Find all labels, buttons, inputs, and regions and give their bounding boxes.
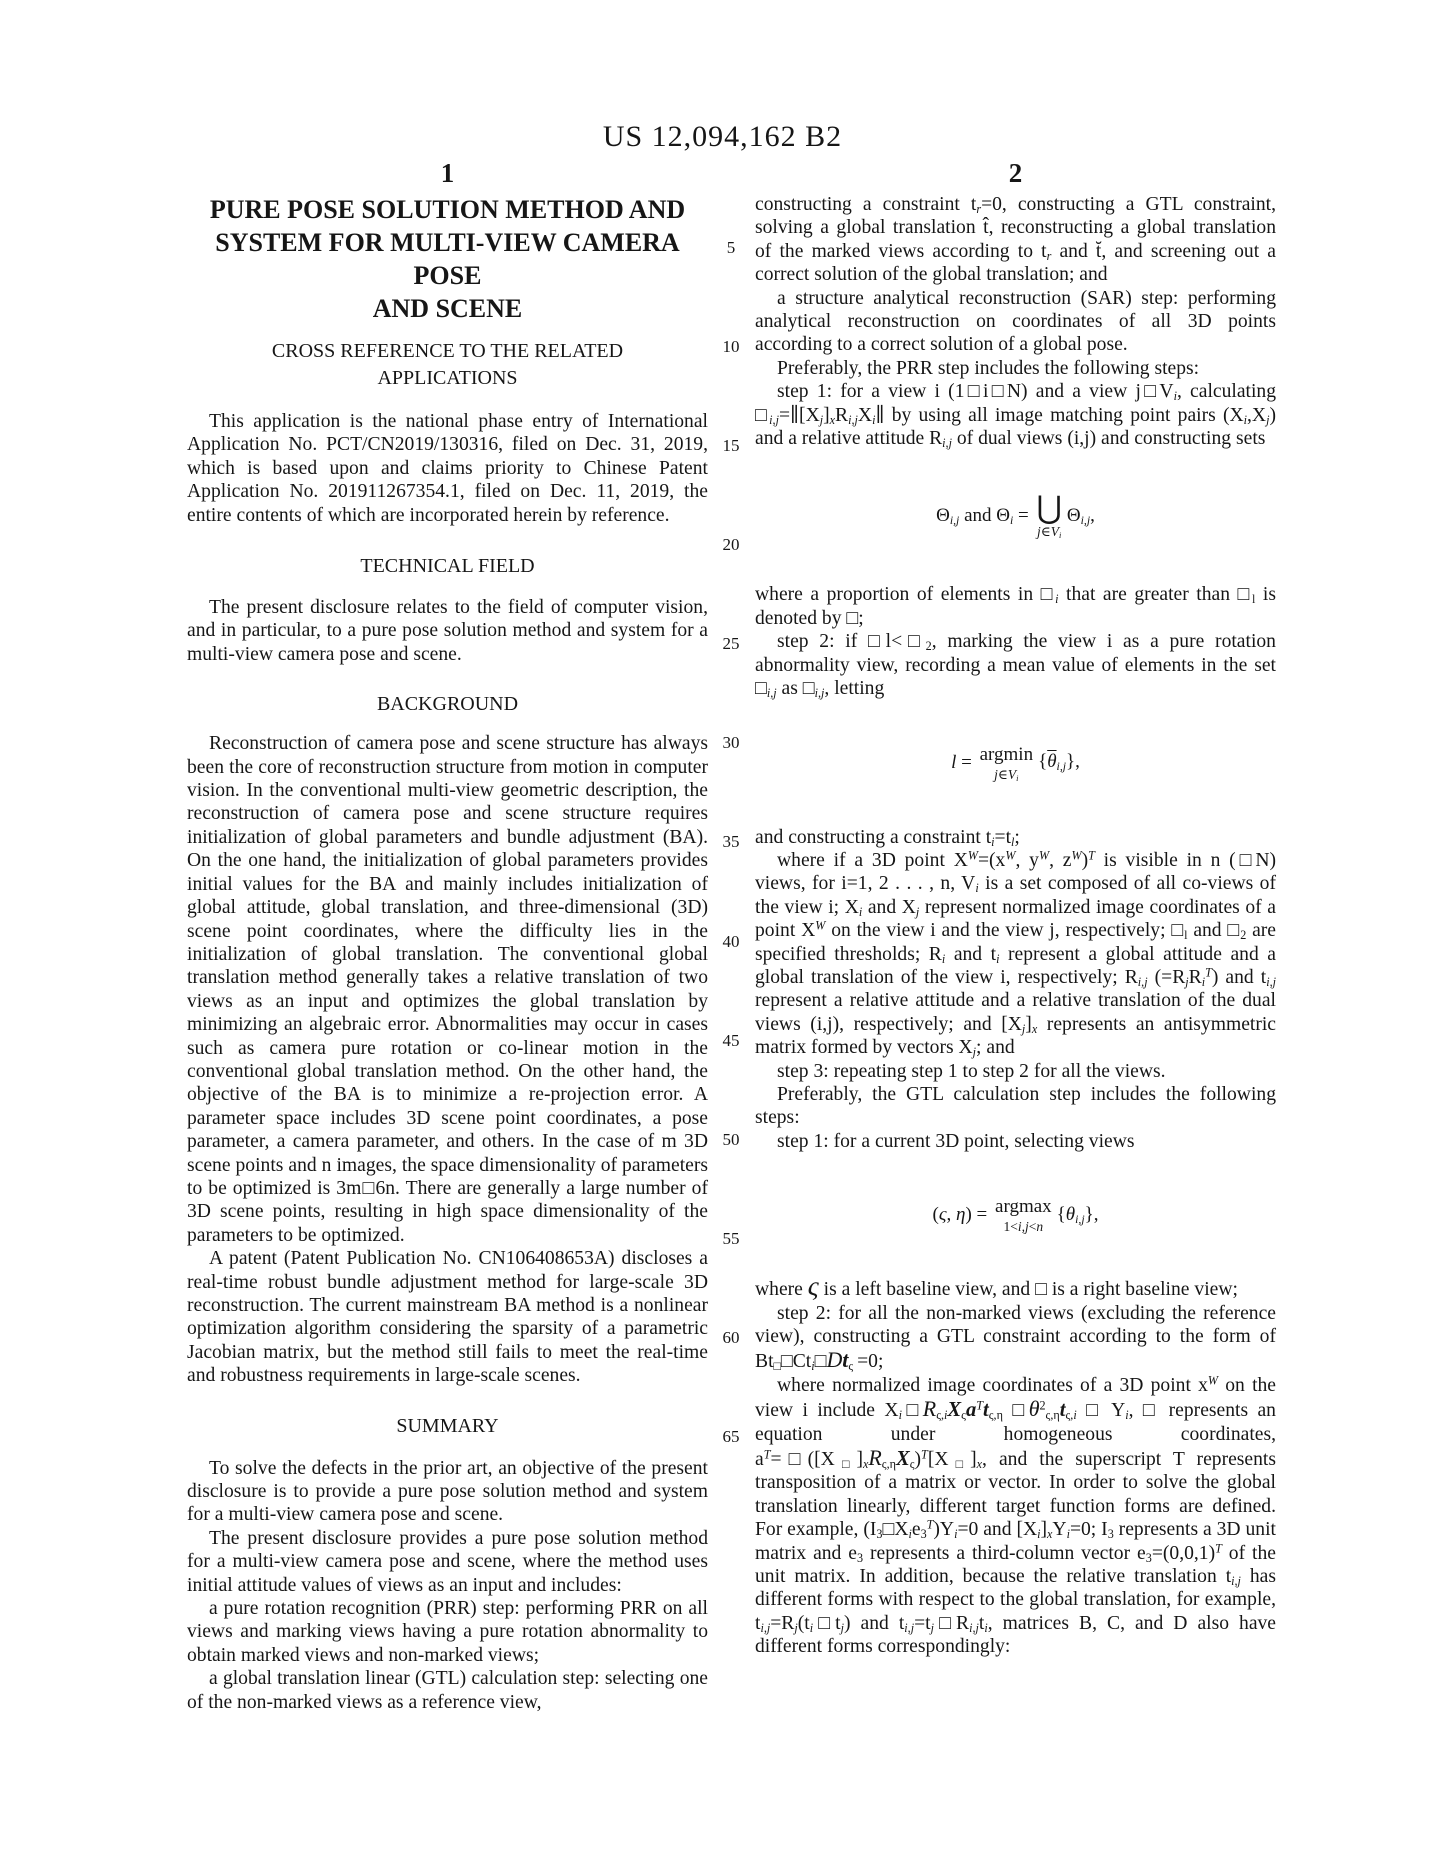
para-definitions: where if a 3D point $X^W=(x^W$, $y^W$, $z^W)^T$ is visible in n (□N) views, for i=1, 2 . . . , n, $V_i$ is a set composed of all co-views of the view i; $X_i$ and $X_j$ represent normalized image coordinates of a point $X^W$ on the view i and the view j, respectively; $□_l$ and $□_2$ are specified thresholds; $R_i$ and $t_i$ represent a global attitude and a global translation of the view i, respectively; $R_{i,j}$ $(=R_jR_i^T)$ and $t_{i,j}$ represent a relative attitude and a relative translation of the dual views (i,j), respectively; and $[X_j]_x$ represents an antisymmetric matrix formed by vectors $X_j$; and — [755, 848, 1277, 1060]
patent-number-header: US 12,094,162 B2 — [602, 120, 843, 153]
para-gtl-preferably: Preferably, the GTL calculation step includes the following steps: — [755, 1083, 1276, 1129]
para-constraint: and constructing a constraint $t_i=t_l$; — [755, 826, 1020, 849]
para-background-2: A patent (Patent Publication No. CN106408653A) discloses a real-time robust bundle adjustment method for large-scale 3D reconstruction. The current mainstream BA method is a nonlinear optimization algorithm considering the sparsity of a parametric Jacobian matrix, but the method still fails to meet the real-time and robustness requirements in large-scale scenes. — [187, 1248, 708, 1387]
line-number: 20 — [722, 535, 740, 555]
line-number: 60 — [722, 1327, 740, 1347]
heading-technical-field: TECHNICAL FIELD — [360, 555, 535, 578]
formula-theta-sets: $\Theta_{i,j}$ and $\Theta_i$ = ⋃ $j\in V_i$ $\Theta_{i,j}$, — [936, 490, 1095, 541]
para-technical-field: The present disclosure relates to the field of computer vision, and in particular, to a pure pose solution method and system for a multi-view camera pose and scene. — [187, 597, 708, 665]
line-number: 45 — [722, 1030, 740, 1050]
para-summary-gtl-step: a global translation linear (GTL) calculation step: selecting one of the non-marked views as a reference view, — [187, 1668, 708, 1713]
column-1-number: 1 — [440, 158, 455, 188]
line-number: 10 — [722, 337, 740, 357]
para-summary-objective: To solve the defects in the prior art, an objective of the present disclosure is to provide a pure pose solution method and system for a multi-view camera pose and scene. — [187, 1457, 708, 1526]
line-number: 30 — [722, 733, 740, 753]
para-prr-step-1: step 1: for a view i (1□i□N) and a view $j□V_i$, calculating $□_{i,j}=\parallel[X_j]_xR_{i,j}X_i\parallel$ by using all image matching point pairs $(X_i,X_j)$ and a relative attitude $R_{i,j}$ of dual views (i,j) and constructing sets — [755, 381, 1277, 451]
para-proportion: where a proportion of elements in $□_i$ that are greater than $□_l$ is denoted by □; — [755, 584, 1277, 629]
para-gtl-continuation: constructing a constraint $t_r=0$, constructing a GTL constraint, solving a global translation t̂, reconstructing a global translation of the marked views according to $t_r$ and t̆, and screening out a correct solution of the global translation; and — [755, 194, 1276, 286]
line-number: 25 — [722, 634, 740, 654]
line-number: 40 — [722, 931, 740, 951]
right-column — [755, 193, 1276, 1659]
para-prr-preferably: Preferably, the PRR step includes the following steps: — [777, 357, 1200, 379]
line-number: 50 — [722, 1129, 740, 1149]
line-number: 15 — [722, 436, 740, 456]
para-prr-step-3: step 3: repeating step 1 to step 2 for all the views. — [777, 1060, 1166, 1082]
gutter-line-numbers — [700, 239, 762, 1445]
line-number: 35 — [722, 832, 740, 852]
para-summary-prr-step: a pure rotation recognition (PRR) step: performing PRR on all views and marking views having a pure rotation abnormality to obtain marked views and non-marked views; — [187, 1598, 708, 1666]
para-background-1: Reconstruction of camera pose and scene structure has always been the core of reconstruction structure from motion in computer vision. In the conventional multi-view geometric description, the reconstruction of camera pose and scene structure requires initialization of global parameters and bundle adjustment (BA). On the one hand, the initialization of global parameters provides initial values for the BA and mainly includes initialization of global attitude, global translation, and three-dimensional (3D) scene point coordinates, where the difficulty lies in the initialization of global translation. The conventional global translation method generally takes a relative translation of two views as an input and optimizes the global translation by minimizing an algebraic error. Abnormalities may occur in cases such as camera pure rotation or co-linear motion in the conventional global translation method. On the other hand, the objective of the BA is to minimize a re-projection error. A parameter space includes 3D scene point coordinates, a pose parameter, a camera parameter, and others. In the case of m 3D scene points and n images, the space dimensionality of parameters to be optimized is 3m□6n. There are generally a large number of 3D scene points, resulting in high space dimensionality of the parameters to be optimized. — [187, 733, 708, 1246]
formula-argmin: l = argmin $j\in V_i$ $\{\overline{\theta}_{i,j}\}$, — [951, 743, 1080, 783]
invention-title: PURE POSE SOLUTION METHOD AND SYSTEM FOR MULTI-VIEW CAMERA POSE AND SCENE — [209, 195, 686, 323]
para-gtl-step-2: step 2: for all the non-marked views (excluding the reference view), constructing a GTL constraint according to the form of $Bt_□□Ct_i□Dt_\varsigma =0$; — [755, 1302, 1276, 1374]
heading-cross-reference: CROSS REFERENCE TO THE RELATED APPLICATIONS — [271, 340, 624, 389]
para-baseline-views: where ς is a left baseline view, and □ is a right baseline view; — [755, 1271, 1238, 1302]
para-homogeneous: where normalized image coordinates of a 3D point $x^W$ on the view i include $X_i□R_{\varsigma,i}X_\varsigma a^Tt_{\varsigma,\eta}$ $□\theta^2_{\varsigma,\eta}t_{\varsigma,i}$ □ $Y_i$, □ represents an equation under homogeneous coordinates, $a^T=□([X_□]_xR_{\varsigma,\eta}X_\varsigma)^T[X_□]_x$, and the superscript T represents transposition of a matrix or vector. In order to solve the global translation linearly, different target function forms are defined. For example, $(I_3□X_ie_3^T)Y_i=0$ and $[X_i]_xY_i=0$; $I_3$ represents a 3D unit matrix and $e_3$ represents a third-column vector $e_3=(0,0,1)^T$ of the unit matrix. In addition, because the relative translation $t_{i,j}$ has different forms with respect to the global translation, for example, $t_{i,j}=R_j(t_i□t_j)$ and $t_{i,j}=t_j□R_{i,j}t_i$, matrices B, C, and D also have different forms correspondingly: — [755, 1373, 1277, 1658]
heading-summary: SUMMARY — [396, 1414, 499, 1437]
left-column — [187, 193, 708, 1714]
formula-argmax: (ς, η) = argmax 1<i,j<n $\{\theta_{i,j}\}$, — [932, 1196, 1099, 1235]
column-2-number: 2 — [1008, 158, 1023, 188]
line-number: 55 — [722, 1228, 740, 1248]
para-gtl-step-1: step 1: for a current 3D point, selecting views — [777, 1130, 1135, 1152]
para-summary-method: The present disclosure provides a pure pose solution method for a multi-view camera pose and scene, where the method uses initial attitude values of views as an input and includes: — [187, 1527, 708, 1596]
heading-background: BACKGROUND — [376, 693, 519, 716]
para-sar-step: a structure analytical reconstruction (SAR) step: performing analytical reconstruction on coordinates of all 3D points according to a correct solution of a global pose. — [755, 287, 1276, 356]
para-prr-step-2: step 2: if $□l<□_2$, marking the view i as a pure rotation abnormality view, recording a mean value of elements in the set $□_{i,j}$ as $□_{i,j}$, letting — [755, 631, 1276, 701]
para-cross-reference: This application is the national phase entry of International Application No. PCT/CN2019/130316, filed on Dec. 31, 2019, which is based upon and claims priority to Chinese Patent Application No. 201911267354.1, filed on Dec. 11, 2019, the entire contents of which are incorporated herein by reference. — [187, 411, 708, 526]
line-number: 65 — [722, 1426, 740, 1446]
line-number: 5 — [726, 238, 736, 257]
